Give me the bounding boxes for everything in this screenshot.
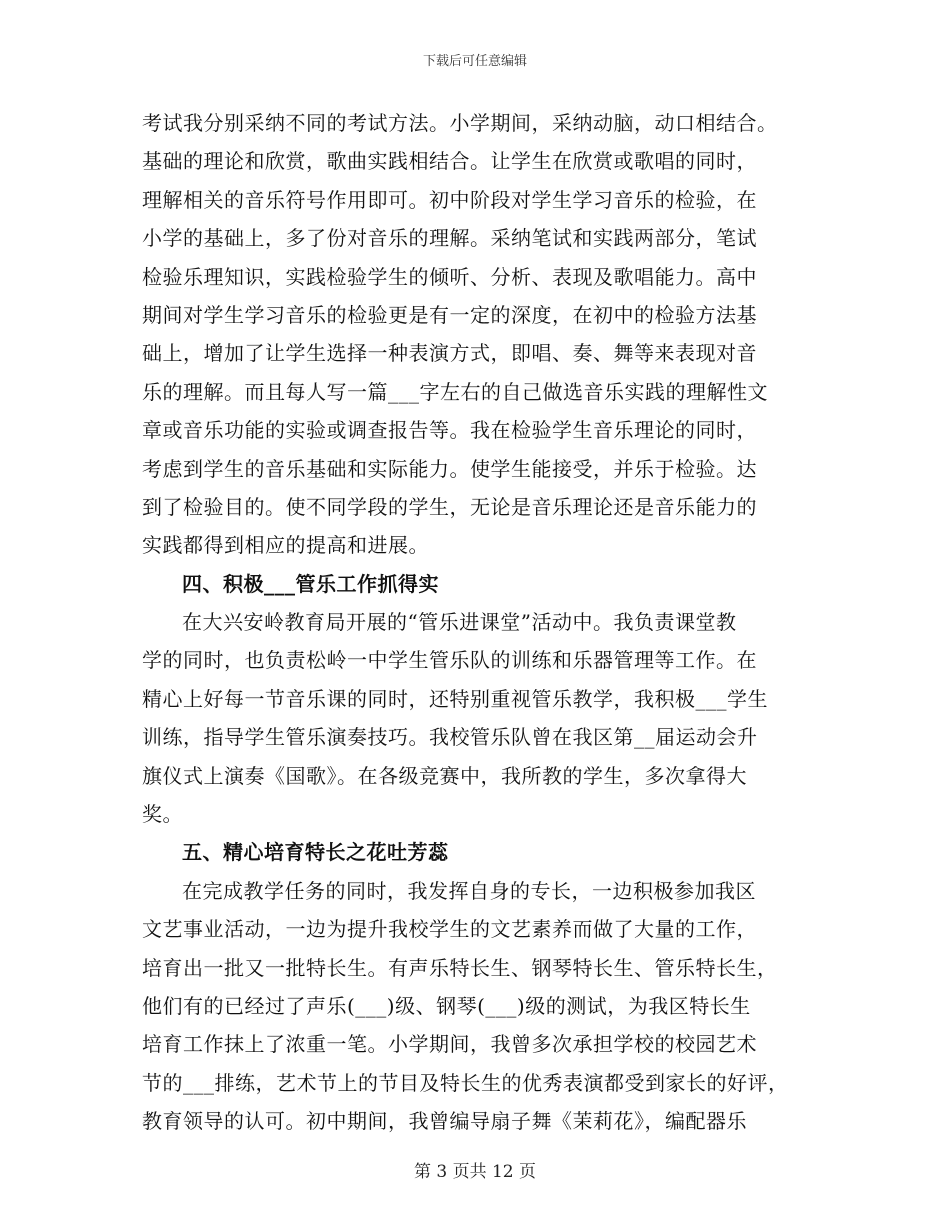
text-line: 考虑到学生的音乐基础和实际能力。使学生能接受，并乐于检验。达 [142,456,757,481]
text-line: 文艺事业活动，一边为提升我校学生的文艺素养而做了大量的工作， [142,917,757,942]
text-line: 基础的理论和欣赏，歌曲实践相结合。让学生在欣赏或歌唱的同时， [142,149,757,174]
page-footer: 第 3 页共 12 页 [413,1162,537,1182]
text-line: 章或音乐功能的实验或调查报告等。我在检验学生音乐理论的同时， [142,418,757,443]
text-line: 考试我分别采纳不同的考试方法。小学期间，采纳动脑，动口相结合。 [142,111,778,135]
text-line: 培育出一批又一批特长生。有声乐特长生、钢琴特长生、管乐特长生， [142,955,778,980]
text-line: 他们有的已经过了声乐(___)级、钢琴(___)级的测试，为我区特长生 [142,993,751,1018]
text-line: 在完成教学任务的同时，我发挥自身的专长，一边积极参加我区 [182,878,756,903]
section-heading: 五、精心培育特长之花吐芳蕊 [182,840,449,865]
document-body [142,104,812,1141]
text-line: 期间对学生学习音乐的检验更是有一定的深度，在初中的检验方法基 [142,302,757,327]
text-line: 旗仪式上演奏《国歌》。在各级竞赛中，我所教的学生，多次拿得大 [142,763,747,788]
text-line: 理解相关的音乐符号作用即可。初中阶段对学生学习音乐的检验，在 [142,187,757,212]
text-line: 实践都得到相应的提高和进展。 [142,533,429,558]
text-line: 检验乐理知识，实践检验学生的倾听、分析、表现及歌唱能力。高中 [142,264,757,289]
page-header: 下载后可任意编辑 [422,54,527,69]
text-line: 小学的基础上，多了份对音乐的理解。采纳笔试和实践两部分，笔试 [142,226,757,251]
text-line: 乐的理解。而且每人写一篇___字左右的自己做选音乐实践的理解性文 [142,379,768,404]
text-line: 培育工作抹上了浓重一笔。小学期间，我曾多次承担学校的校园艺术 [142,1032,757,1057]
text-line: 在大兴安岭教育局开展的“管乐进课堂”活动中。我负责课堂教 [182,610,737,635]
text-line: 教育领导的认可。初中期间，我曾编导扇子舞《茉莉花》，编配器乐 [142,1109,747,1134]
text-line: 学的同时，也负责松岭一中学生管乐队的训练和乐器管理等工作。在 [142,648,757,673]
section-heading: 四、积极___管乐工作抓得实 [182,571,439,596]
text-line: 础上，增加了让学生选择一种表演方式，即唱、奏、舞等来表现对音 [142,341,757,366]
text-line: 节的___排练，艺术节上的节目及特长生的优秀表演都受到家长的好评， [142,1070,789,1095]
text-line: 奖。 [142,802,183,827]
text-line: 精心上好每一节音乐课的同时，还特别重视管乐教学，我积极___学生 [142,686,768,711]
text-line: 训练，指导学生管乐演奏技巧。我校管乐队曾在我区第__届运动会升 [142,725,758,750]
text-line: 到了检验目的。使不同学段的学生，无论是音乐理论还是音乐能力的 [142,494,757,519]
